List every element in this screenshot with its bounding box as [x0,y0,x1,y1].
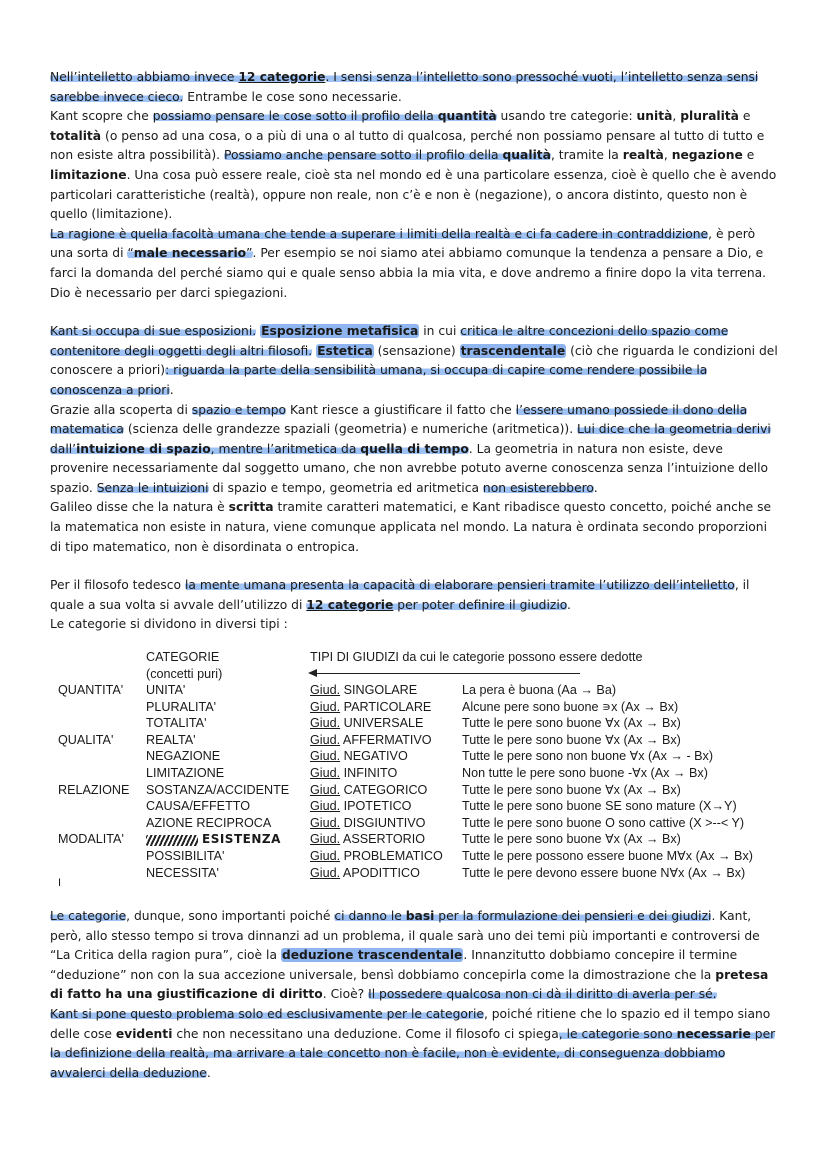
table-category: NEGAZIONE [146,749,221,764]
giud-type: SINGOLARE [343,683,418,698]
categories-table [50,649,778,891]
table-column-groups [58,682,129,881]
giud-prefix: Giud. [310,699,341,714]
table-example: Alcune pere sono buone ∍x (Ax → Bx) [462,699,679,714]
giud-type: AFFERMATIVO [342,732,432,747]
table-category: CAUSA/EFFETTO [146,799,251,814]
giud-type: PARTICOLARE [343,699,432,714]
table-group-label [58,815,129,832]
table-group-label [58,699,129,716]
table-column-giudizi [310,682,443,881]
highlight [50,70,325,84]
table-example: Tutte le pere sono non buone ∀x (Ax → - Bx) [462,749,714,764]
paragraph: Per il filosofo tedesco la mente umana presenta la capacità di elaborare pensieri tramite l’utilizzo dell’intelletto, il quale a sua volta si avvale dell’utilizzo di 12 categorie per poter definire il giudizio. [50,578,750,612]
giud-prefix: Giud. [310,848,341,863]
table-group-label [58,765,129,782]
giud-prefix: Giud. [310,683,341,698]
table-example: Tutte le pere sono buone ∀x (Ax → Bx) [462,732,681,747]
giud-type: IPOTETICO [343,799,412,814]
table-group-label [58,865,129,882]
table-example: Tutte le pere possono essere buone M∀x (Ax → Bx) [462,848,753,863]
table-category: NECESSITA' [146,865,219,880]
arrow-left-line [312,673,580,674]
table-example: Tutte le pere sono buone ∀x (Ax → Bx) [462,716,681,731]
table-group-label [58,748,129,765]
table-example: Tutte le pere sono buone ∀x (Ax → Bx) [462,782,681,797]
header-sublabel: (concetti puri) [146,666,223,681]
giud-type: DISGIUNTIVO [343,815,426,830]
giud-prefix: Giud. [310,782,341,797]
handwritten-text: ESISTENZA [202,832,281,847]
table-category: UNITA' [146,683,186,698]
giud-prefix: Giud. [310,749,341,764]
table-group-label: QUALITA' [58,732,114,747]
table-giudizio [310,848,443,865]
giud-type: ASSERTORIO [342,832,426,847]
table-category: PLURALITA' [146,699,217,714]
table-example: Tutte le pere sono buone O sono cattive (X >--< Y) [462,815,745,830]
giud-prefix: Giud. [310,716,341,731]
paragraph: Le categorie, dunque, sono importanti poiché ci danno le basi per la formulazione dei pensieri e dei giudizi. Kant, però, allo stesso tempo si trova dinnanzi ad un problema, il quale sarà uno dei temi più importanti e controversi de “La Critica della ragion pura”, cioè la deduzione trascendentale. Innanzitutto dobbiamo concepire il termine “deduzione” non con la sua accezione universale, bensì dobbiamo concepirla come la dimostrazione che la pretesa di fatto ha una giustificazione di diritto. Cioè? Il possedere qualcosa non ci dà il diritto di averla per sé. [50,909,769,1002]
table-giudizio [310,715,443,732]
table-group-label [58,848,129,865]
giud-type: APODITTICO [342,865,420,880]
table-giudizio [310,748,443,765]
paragraph: Galileo disse che la natura è scritta tramite caratteri matematici, e Kant ribadisce questo concetto, poiché anche se la matematica non esiste in natura, viene comunque applicata nel mondo. La natura è ordinata secondo proporzioni di tipo matematico, non è disordinata o entropica. [50,500,772,554]
section-deduzione [50,907,778,1083]
stray-mark: I [58,877,62,890]
bold-text: 12 categorie [238,70,326,84]
giud-type: INFINITO [343,766,398,780]
paragraph: Grazie alla scoperta di spazio e tempo Kant riesce a giustificare il fatto che l’essere umano possiede il dono della matematica (scienza delle grandezze spaziali (geometria) e numeriche (aritmetica)). Lui dice che la geometria derivi dall’intuizione di spazio, mentre l’aritmetica da quella di tempo. La geometria in natura non esiste, deve provenire necessariamente dal soggetto umano, che non avrebbe potuto averne conoscenza senza l’intuizione dello spazio. Senza le intuizioni di spazio e tempo, geometria ed aritmetica non esisterebbero. [50,402,771,495]
paragraph: Le categorie si dividono in diversi tipi : [50,617,288,632]
table-group-label: RELAZIONE [58,782,130,797]
header-label: TIPI DI GIUDIZI da cui le categorie possono essere dedotte [310,650,643,665]
header-label: CATEGORIE [146,650,220,665]
table-category: POSSIBILITA' [146,848,225,863]
giud-prefix: Giud. [310,815,341,830]
giud-type: NEGATIVO [343,749,408,764]
paragraph: Kant si pone questo problema solo ed esclusivamente per le categorie, poiché ritiene che lo spazio ed il tempo siano delle cose evidenti che non necessitano una deduzione. Come il filosofo ci spiega, le categorie sono necessarie per la definizione della realtà, ma arrivare a tale concetto non è facile, non è evidente, di conseguenza dobbiamo avvalerci della deduzione. [50,1007,776,1080]
table-category: AZIONE RECIPROCA [146,815,272,830]
table-header-categories [146,649,222,682]
giud-type: CATEGORICO [343,782,428,797]
section-esposizioni [50,322,778,557]
table-giudizio [310,732,443,749]
paragraph: Kant scopre che possiamo pensare le cose sotto il profilo della quantità usando tre categorie: unità, pluralità e totalità (o penso ad una cosa, o a più di una o al tutto di qualcosa, perché non possiamo pensare al tutto di tutto e non esiste altra possibilità). Possiamo anche pensare sotto il profilo della qualità, tramite la realtà, negazione e limitazione. Una cosa può essere reale, cioè sta nel mondo ed è una particolare essenza, cioè è quello che è avendo particolari caratteristiche (realtà), oppure non reale, non c’è e non è (negazione), o ancora distinto, questo non è quello (limitazione). [50,109,777,222]
table-example: Tutte le pere sono buone SE sono mature (X→Y) [462,799,737,814]
table-example: La pera è buona (Aa → Ba) [462,683,617,698]
table-group-label: MODALITA' [58,832,124,847]
paragraph: Kant si occupa di sue esposizioni. Esposizione metafisica in cui critica le altre concezioni dello spazio come contenitore degli oggetti degli altri filosofi. Estetica (sensazione) trascendentale (ciò che riguarda le condizioni del conoscere a priori): riguarda la parte della sensibilità umana, si occupa di capire come rendere possibile la conoscenza a priori. [50,324,778,397]
table-example: Tutte le pere devono essere buone N∀x (Ax → Bx) [462,865,746,880]
giud-prefix: Giud. [310,732,341,747]
table-giudizio [310,765,443,782]
table-example: Tutte le pere sono buone ∀x (Ax → Bx) [462,832,681,847]
table-category: TOTALITA' [146,716,207,731]
giud-prefix: Giud. [310,865,341,880]
scribble-mark [146,835,198,846]
table-category [146,831,289,848]
table-example: Non tutte le pere sono buone -∀x (Ax → Bx) [462,766,708,780]
giud-prefix: Giud. [310,766,341,780]
table-giudizio [310,782,443,799]
arrow-left-icon [308,669,317,677]
giud-prefix: Giud. [310,832,341,847]
paragraph [50,68,778,107]
giud-prefix: Giud. [310,799,341,814]
table-column-examples [462,682,753,881]
highlight: . I sensi senza l’intelletto sono pressoché vuoti, l’intelletto senza sensi sarebbe invece cieco. [50,70,759,104]
section-categorie-intro [50,68,778,303]
section-categorie-tipi [50,576,778,635]
table-category: REALTA' [146,732,196,747]
table-giudizio [310,831,443,848]
table-giudizio [310,699,443,716]
table-giudizio [310,798,443,815]
table-category: LIMITAZIONE [146,766,225,780]
table-column-categories [146,682,289,881]
table-header-giudizi [310,649,643,666]
table-giudizio [310,682,443,699]
paragraph: La ragione è quella facoltà umana che tende a superare i limiti della realtà e ci fa cadere in contraddizione, è però una sorta di “male necessario”. Per esempio se noi siamo atei abbiamo comunque la tendenza a pensare a Dio, e farci la domanda del perché siamo qui e quale senso abbia la mia vita, e dove andremo a finire dopo la vita terrena. Dio è necessario per darci spiegazioni. [50,226,767,300]
table-group-label [58,715,129,732]
table-group-label: QUANTITA' [58,683,124,698]
table-giudizio [310,865,443,882]
table-category: SOSTANZA/ACCIDENTE [146,782,290,797]
giud-type: UNIVERSALE [343,716,424,731]
table-giudizio [310,815,443,832]
giud-type: PROBLEMATICO [343,848,443,863]
text: Entrambe le cose sono necessarie. [183,89,402,104]
table-group-label [58,798,129,815]
text: Nell’intelletto abbiamo invece [50,70,239,84]
